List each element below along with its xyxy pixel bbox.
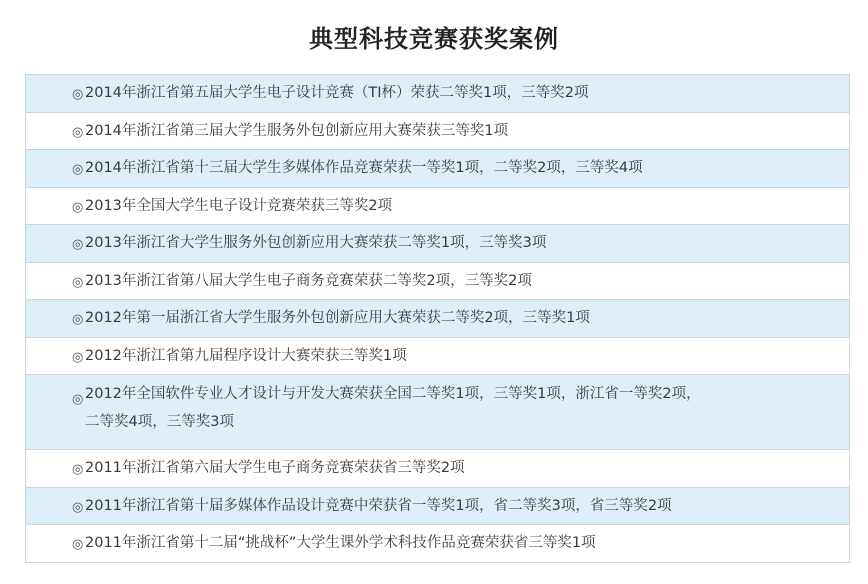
list-item-text-continued: 二等奖4项，三等奖3项	[85, 414, 234, 430]
list-item-text: 2012年第一届浙江省大学生服务外包创新应用大赛荣获二等奖2项，三等奖1项	[85, 310, 590, 326]
list-item-text: 2014年浙江省第十三届大学生多媒体作品竞赛荣获一等奖1项，二等奖2项，三等奖4项	[85, 160, 643, 176]
list-item-text: 2011年浙江省第十届多媒体作品设计竞赛中荣获省一等奖1项，省二等奖3项，省三等奖2项	[85, 497, 672, 514]
bullet-icon: ◎	[72, 537, 84, 552]
bullet-icon: ◎	[72, 312, 84, 327]
bullet-icon: ◎	[72, 392, 84, 407]
list-item	[26, 300, 849, 338]
bullet-icon: ◎	[72, 237, 84, 252]
list-item	[26, 263, 849, 301]
list-item	[26, 375, 849, 450]
bullet-icon: ◎	[72, 349, 84, 365]
list-item-text: 2012年浙江省第九届程序设计大赛荣获三等奖1项	[85, 347, 407, 364]
list-item-text: 2013年浙江省第八届大学生电子商务竞赛荣获二等奖2项，三等奖2项	[85, 272, 532, 289]
bullet-icon: ◎	[72, 162, 84, 177]
list-item-text: 2013年全国大学生电子设计竞赛荣获三等奖2项	[85, 197, 393, 214]
list-item	[26, 488, 849, 526]
page-title: 典型科技竞赛获奖案例	[309, 25, 559, 53]
bullet-icon: ◎	[72, 87, 84, 102]
list-item-text: 2012年全国软件专业人才设计与开发大赛荣获全国二等奖1项，三等奖1项，浙江省一等奖2项，	[85, 386, 701, 402]
bullet-icon: ◎	[72, 499, 84, 515]
award-case-table	[25, 74, 850, 563]
list-item-text: 2013年浙江省大学生服务外包创新应用大赛荣获二等奖1项，三等奖3项	[85, 235, 547, 251]
list-item-text: 2011年浙江省第六届大学生电子商务竞赛荣获省三等奖2项	[85, 460, 465, 476]
list-item	[26, 188, 849, 226]
bullet-icon: ◎	[72, 274, 84, 290]
bullet-icon: ◎	[72, 462, 84, 477]
list-item	[26, 225, 849, 263]
list-item	[26, 338, 849, 376]
list-item-text: 2014年浙江省第三届大学生服务外包创新应用大赛荣获三等奖1项	[85, 122, 509, 139]
list-item	[26, 450, 849, 488]
bullet-icon: ◎	[72, 199, 84, 215]
list-item	[26, 525, 849, 563]
list-item-text: 2014年浙江省第五届大学生电子设计竞赛（TI杯）荣获二等奖1项，三等奖2项	[85, 85, 589, 101]
list-item	[26, 113, 849, 151]
list-item-text: 2011年浙江省第十二届“挑战杯”大学生课外学术科技作品竞赛荣获省三等奖1项	[85, 535, 596, 551]
list-item	[26, 150, 849, 188]
list-item	[26, 75, 849, 113]
bullet-icon: ◎	[72, 124, 84, 140]
